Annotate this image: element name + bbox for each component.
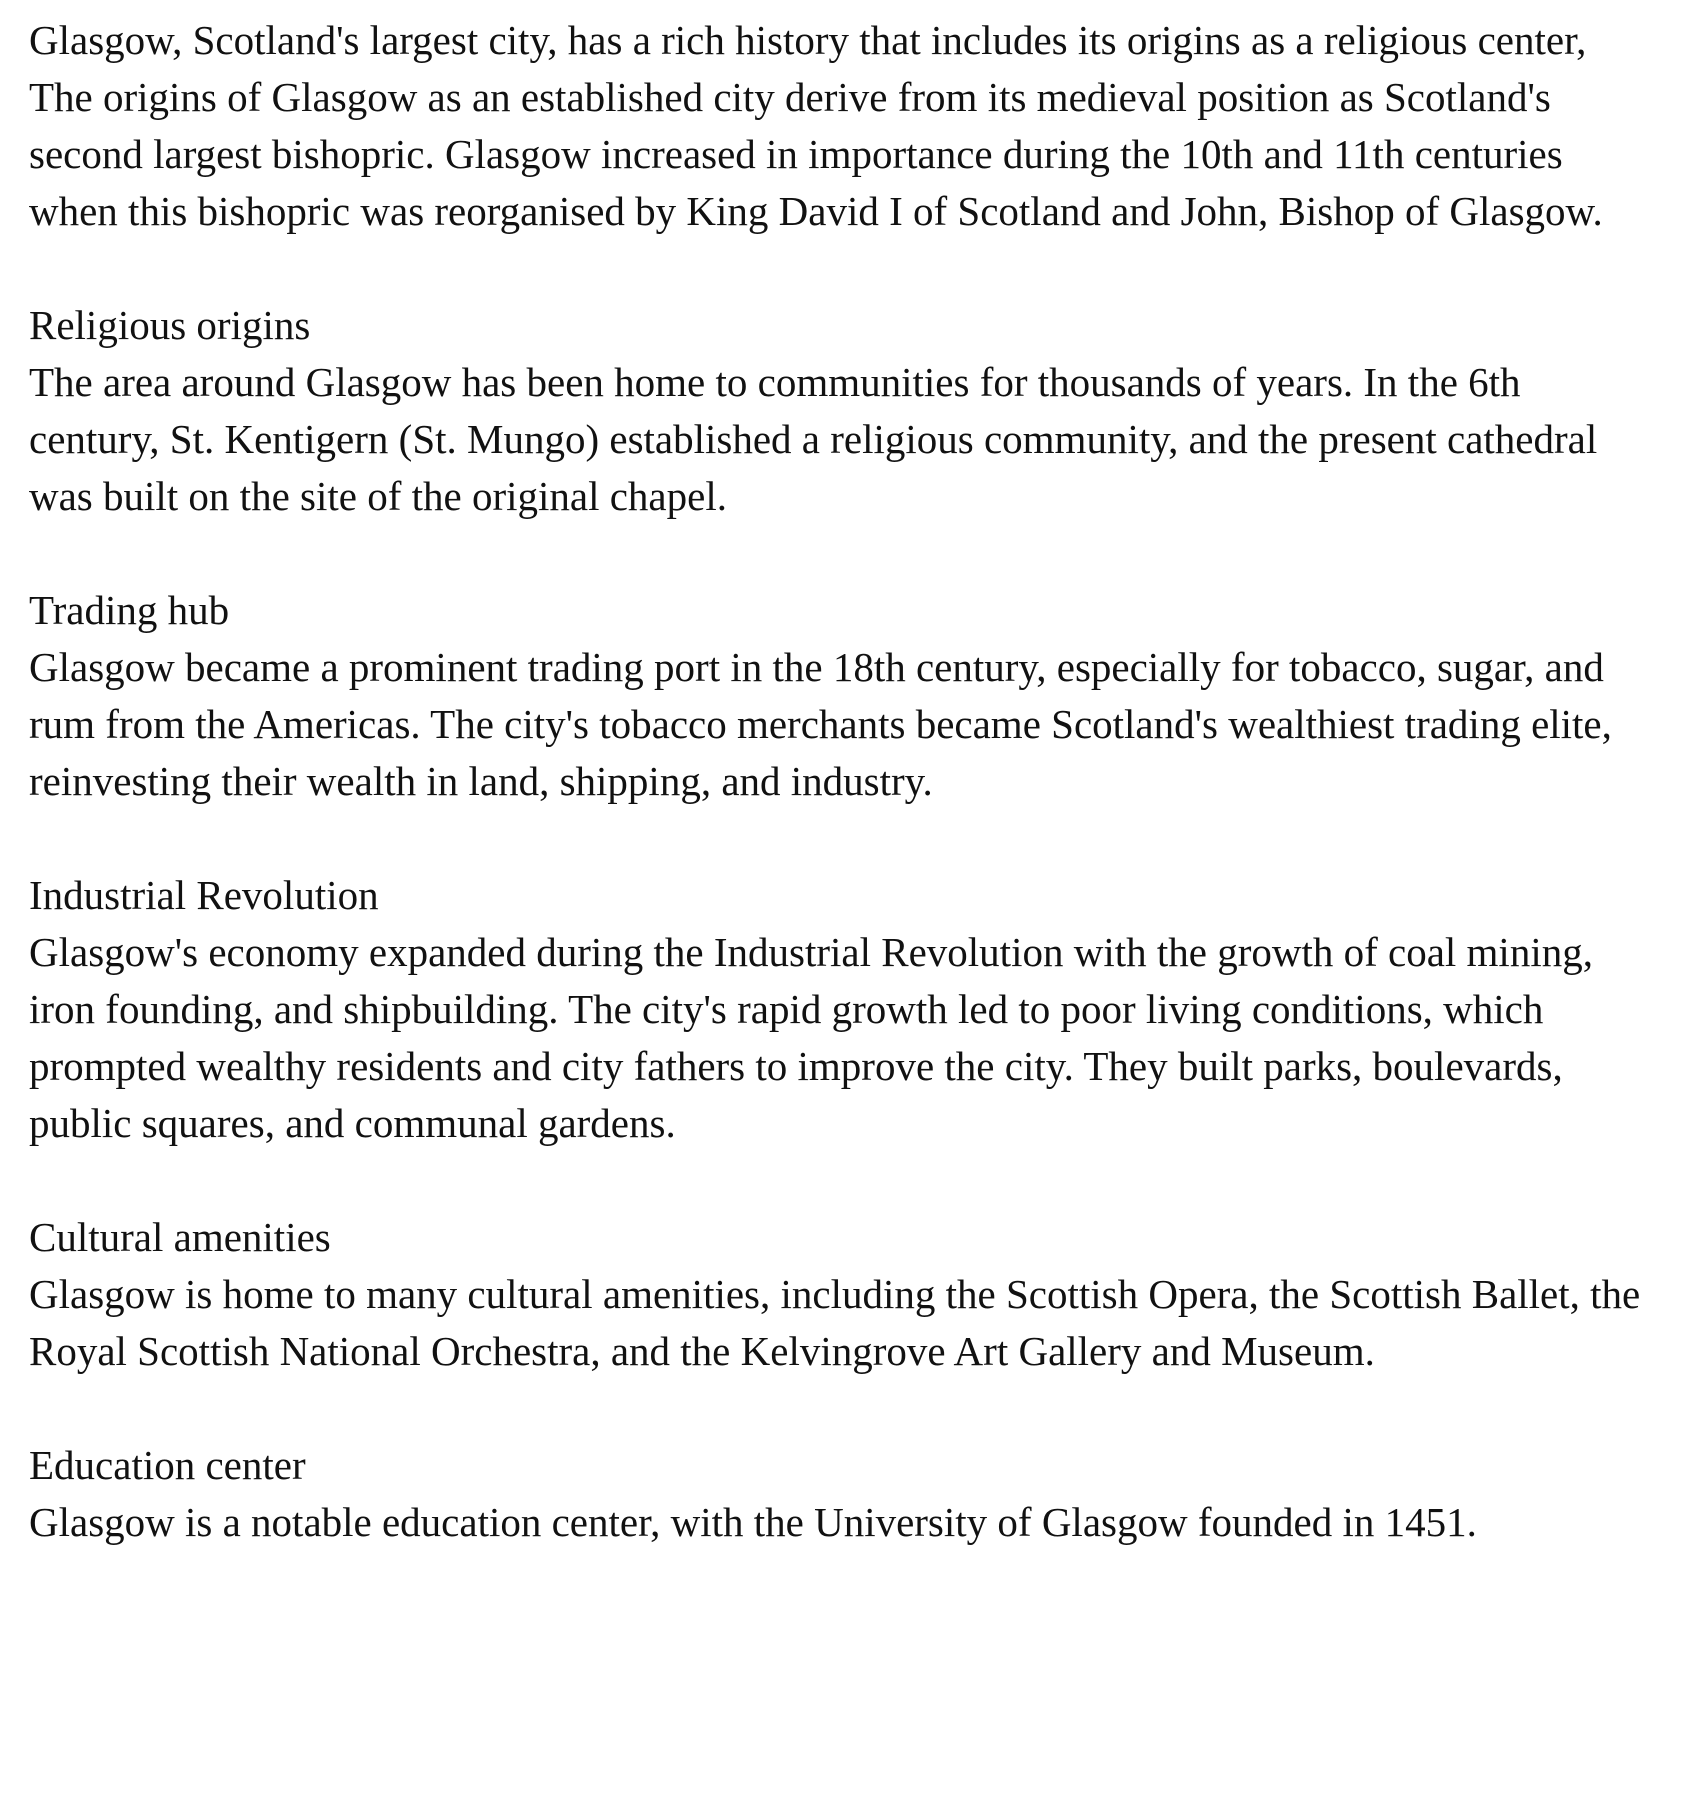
section-education-center — [29, 1437, 1656, 1551]
document — [29, 12, 1656, 1551]
section-heading: Cultural amenities — [29, 1214, 331, 1260]
intro-block — [29, 12, 1656, 240]
section-heading: Industrial Revolution — [29, 872, 379, 918]
section-heading: Trading hub — [29, 587, 230, 633]
section-paragraph: Glasgow's economy expanded during the Industrial Revolution with the growth of coal mining, iron founding, and shipbuilding. The city's rapid growth led to poor living conditions, which prompted wealthy residents and city fathers to improve the city. They built parks, boulevards, public squares, and communal gardens. — [29, 929, 1593, 1146]
section-trading-hub — [29, 582, 1656, 810]
section-paragraph: Glasgow is home to many cultural amenities, including the Scottish Opera, the Scottish Ballet, the Royal Scottish National Orchestra, and the Kelvingrove Art Gallery and Museum. — [29, 1271, 1641, 1374]
section-paragraph: The area around Glasgow has been home to communities for thousands of years. In the 6th century, St. Kentigern (St. Mungo) established a religious community, and the present cathedral was built on the site of the original chapel. — [29, 359, 1598, 519]
section-industrial-revolution — [29, 867, 1656, 1152]
intro-paragraph: Glasgow, Scotland's largest city, has a rich history that includes its origins as a religious center, The origins of Glasgow as an established city derive from its medieval position as Scotland's second largest bishopric. Glasgow increased in importance during the 10th and 11th centuries when this bishopric was reorganised by King David I of Scotland and John, Bishop of Glasgow. — [29, 17, 1603, 234]
section-paragraph: Glasgow is a notable education center, with the University of Glasgow founded in 1451. — [29, 1499, 1477, 1545]
section-heading: Education center — [29, 1442, 306, 1488]
section-paragraph: Glasgow became a prominent trading port in the 18th century, especially for tobacco, sugar, and rum from the Americas. The city's tobacco merchants became Scotland's wealthiest trading elite, reinvesting their wealth in land, shipping, and industry. — [29, 644, 1612, 804]
section-heading: Religious origins — [29, 302, 311, 348]
section-cultural-amenities — [29, 1209, 1656, 1380]
section-religious-origins — [29, 297, 1656, 525]
